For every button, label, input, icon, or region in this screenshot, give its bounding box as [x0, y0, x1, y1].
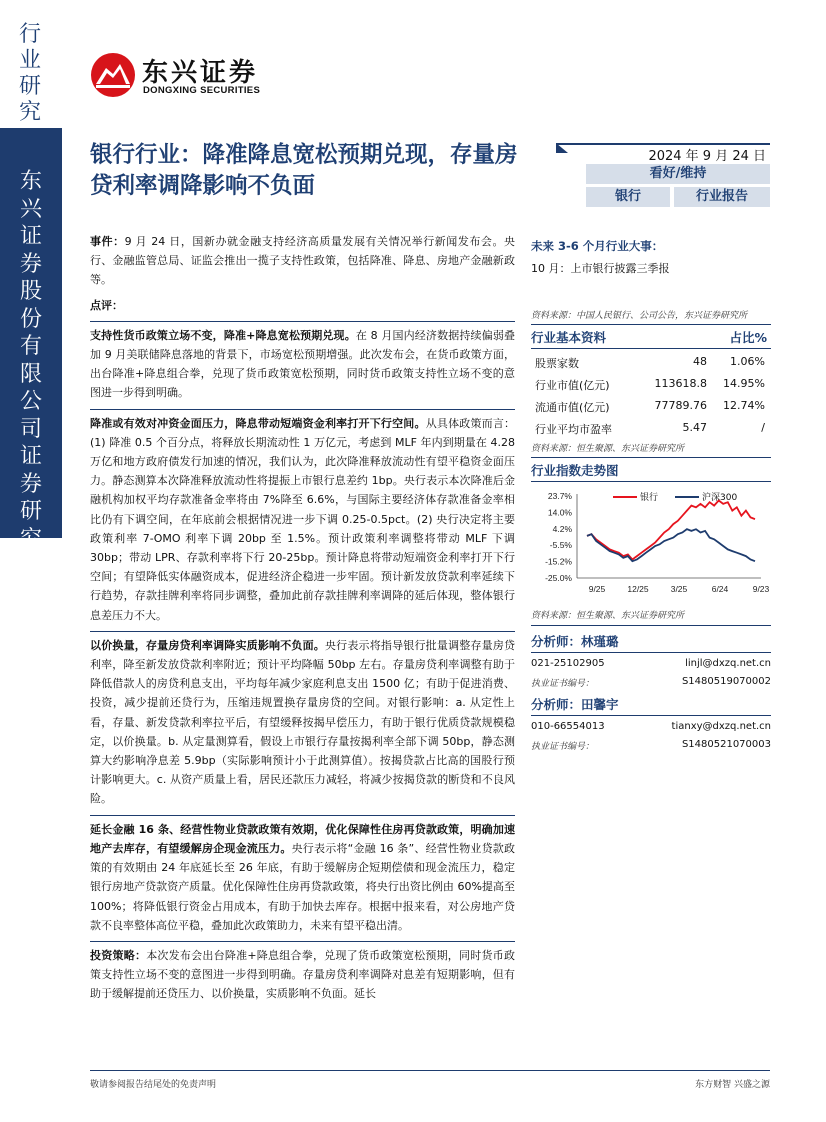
paragraph-mortgage: 以价换量，存量房贷利率调降实质影响不负面。央行表示将指导银行批量调整存量房贷利率，降至新发放贷款利率附近；预计平均降幅 50bp 左右。存量房贷利率调整有助于降低借款人的房贷利息支出，平均每年减少家庭利息支出 1500 亿；有助于促进消费、投资，减少提前还贷行为，压缩违规置换存量房贷的空间。对银行影响：a. 从定性上看，存量、新发贷款利率拉平后，有望缓释按揭早偿压力，有助于银行优质贷款规模稳定，以价换量。b. 从定量测算看，假设上市银行存量按揭利率全部下调 50bp，静态测算大约影响净息差 5.9bp（实际影响预计小于此测算值）。按揭贷款占比高的国股行预计影响更大。c. 从资产质量上看，居民还款压力减轻，将减少按揭贷款的断贷和不良风险。 — [90, 638, 516, 806]
analyst-name: 田馨宇 — [581, 697, 619, 712]
report-date: 2024 年 9 月 24 日 — [648, 149, 766, 164]
analyst-heading — [531, 695, 771, 713]
x-tick-label: 3/25 — [670, 584, 688, 594]
analyst-list — [531, 632, 771, 754]
row-pct: 12.74% — [723, 399, 765, 412]
upcoming-events-text: 10 月：上市银行披露三季报 — [531, 262, 670, 275]
section-divider — [90, 321, 515, 322]
row-label: 股票家数 — [535, 357, 579, 370]
event-paragraph — [90, 232, 515, 290]
logo-mark-icon — [90, 52, 136, 98]
table-row — [531, 417, 771, 439]
source-note: 资料来源：恒生聚源、东兴证券研究所 — [531, 611, 685, 621]
sidebar-firm — [0, 128, 62, 607]
legend-label: 沪深300 — [702, 493, 738, 503]
report-title: 银行行业：降准降息宽松预期兑现，存量房贷利率调降影响不负面 — [90, 142, 518, 199]
table-row — [531, 351, 771, 373]
page-footer — [90, 1070, 770, 1090]
x-tick-label: 9/25 — [588, 584, 606, 594]
row-value: 48 — [693, 355, 707, 368]
footer-slogan: 东方财智 兴盛之源 — [695, 1080, 770, 1090]
y-tick-label: 14.0% — [547, 507, 572, 518]
report-info-box — [556, 143, 770, 206]
analyst-phone: 010-66554013 — [531, 721, 605, 732]
analyst-cert — [531, 736, 771, 754]
report-type-cell: 行业报告 — [674, 187, 770, 207]
analyst-cert — [531, 673, 771, 691]
row-value: 77789.76 — [654, 399, 707, 412]
category-label: 行业研究 — [18, 22, 43, 125]
comment-heading: 点评： — [90, 298, 123, 312]
index-trend-chart — [531, 486, 771, 604]
analyst-role: 分析师： — [531, 697, 582, 712]
cert-number: S1480519070002 — [681, 676, 771, 687]
sidebar-category — [0, 0, 62, 128]
section-divider — [90, 815, 515, 816]
cert-label: 执业证书编号： — [531, 742, 595, 752]
index-chart-title: 行业指数走势图 — [531, 463, 619, 478]
source-note: 资料来源：恒生聚源、东兴证券研究所 — [531, 444, 685, 454]
company-logo — [90, 50, 320, 100]
main-body — [90, 232, 515, 1004]
rating-badge: 看好/维持 — [586, 164, 770, 184]
y-tick-label: -15.2% — [545, 556, 572, 567]
source-note: 资料来源：中国人民银行、公司公告，东兴证券研究所 — [531, 311, 748, 321]
firm-report-label: 东兴证券股份有限公司证券研究报告 — [19, 169, 42, 607]
table-row — [531, 373, 771, 395]
row-label: 行业平均市盈率 — [535, 423, 612, 436]
analyst-email[interactable]: tianxy@dxzq.net.cn — [671, 721, 771, 732]
row-label: 行业市值(亿元) — [535, 379, 610, 392]
pct-header: 占比% — [729, 330, 767, 345]
paragraph-policy: 支持性货币政策立场不变，降准+降息宽松预期兑现。在 8 月国内经济数据持续偏弱叠加 9 月美联储降息落地的背景下，市场宽松预期增强。此次发布会，在货币政策方面，出台降准+降息组合拳，兑现了货币政策宽松预期，同时货币政策支持性立场不变的意图进一步得到明确。 — [90, 328, 515, 400]
analyst-name: 林瑾璐 — [581, 634, 619, 649]
paragraph-property: 延长金融 16 条、经营性物业贷款政策有效期，优化保障性住房再贷款政策，明确加速地产去库存，有望缓解房企现金流压力。央行表示将“金融 16 条”、经营性物业贷款政策的有效期由 24 年底延长至 26 年底，有助于缓解房企短期偿债和现金流压力，稳定银行房地产贷款资产质量。优化保障性住房再贷款政策，将央行出资比例由 60%提高至 100%；将降低银行资金占用成本，有助于加快去库存。根据中报来看，对公房地产贷款不良率整体高位平稳，叠加此次政策助力，未来有望平稳出清。 — [90, 822, 516, 932]
analyst-card — [531, 632, 771, 691]
analyst-contact — [531, 653, 771, 673]
section-divider — [90, 409, 515, 410]
basic-info-header — [531, 328, 771, 346]
y-tick-label: 4.2% — [552, 523, 572, 534]
paragraph-strategy: 投资策略：本次发布会出台降准+降息组合拳，兑现了货币政策宽松预期，同时货币政策支持性立场不变的意图进一步得到明确。存量房贷利率调降对息差有短期影响，但有助于缓解提前还贷压力、以价换量，实质影响不负面。延长 — [90, 948, 515, 1001]
paragraph-rrr-cut: 降准或有效对冲资金面压力，降息带动短端资金利率打开下行空间。从具体政策而言：(1) 降准 0.5 个百分点，将释放长期流动性 1 万亿元，考虑到 MLF 年内到期量在 4.28 万亿和地方政府债发行加速的情况，我们认为，此次降准释放流动性有望平稳资金面压力。静态测算本次降准释放流动性将提振上市银行息差约 1bp。央行表示本次降准后金融机构加权平均存款准备金率将由 7%降至 6.6%，与国际主要经济体存款准备金率相比仍有下调空间，在年底前会根据情况进一步下调 0.25-0.5pct。(2) 央行决定将主要政策利率 7-OMO 利率下调 20bp 至 1.5%。预计政策利率调整将带动 MLF 下调 30bp；带动 LPR、存款利率将下行 20-25bp。预计降息将带动短端资金利率打开下行空间；有望降低实体融资成本，促进经济企稳进一步牢固。预计新发放贷款利率延续下行趋势，存款挂牌利率将同步调整，叠加此前存款挂牌利率调降的延后体现，整体银行息差压力不大。 — [90, 416, 516, 622]
analyst-email[interactable]: linjl@dxzq.net.cn — [685, 658, 771, 669]
y-tick-label: -5.5% — [549, 540, 572, 551]
legend-label: 银行 — [640, 493, 659, 503]
y-tick-label: -25.0% — [545, 573, 572, 583]
analyst-card — [531, 695, 771, 754]
basic-info-table — [531, 351, 771, 439]
x-tick-label: 12/25 — [627, 584, 649, 594]
section-divider — [90, 631, 515, 632]
logo-name-en: DONGXING SECURITIES — [143, 85, 261, 96]
analyst-heading — [531, 632, 771, 650]
industry-cell: 银行 — [586, 187, 670, 207]
row-pct: 1.06% — [730, 355, 765, 368]
row-pct: 14.95% — [723, 377, 765, 390]
right-column — [531, 232, 771, 754]
row-pct: / — [761, 421, 765, 434]
row-label: 流通市值(亿元) — [535, 401, 610, 414]
x-tick-label: 9/23 — [752, 584, 770, 594]
y-tick-label: 23.7% — [547, 491, 572, 501]
event-text: 9 月 24 日，国新办就金融支持经济高质量发展有关情况举行新闻发布会。央行、金融监管总局、证监会推出一揽子支持性政策，包括降准、降息、房地产金融新政等。 — [90, 235, 516, 287]
logo-name-cn: 东兴证券 — [142, 58, 259, 88]
cert-label: 执业证书编号： — [531, 679, 595, 689]
analyst-phone: 021-25102905 — [531, 658, 605, 669]
row-value: 5.47 — [682, 421, 707, 434]
section-divider — [90, 941, 515, 942]
event-label: 事件： — [90, 235, 125, 248]
upcoming-events-title: 未来 3-6 个月行业大事： — [531, 239, 664, 253]
table-row — [531, 395, 771, 417]
x-tick-label: 6/24 — [711, 584, 729, 594]
basic-info-title: 行业基本资料 — [531, 330, 607, 345]
row-value: 113618.8 — [654, 377, 707, 390]
analyst-role: 分析师： — [531, 634, 582, 649]
analyst-contact — [531, 716, 771, 736]
cert-number: S1480521070003 — [681, 739, 771, 750]
series-line-csi300 — [587, 529, 755, 561]
disclaimer-note: 敬请参阅报告结尾处的免责声明 — [90, 1080, 217, 1090]
